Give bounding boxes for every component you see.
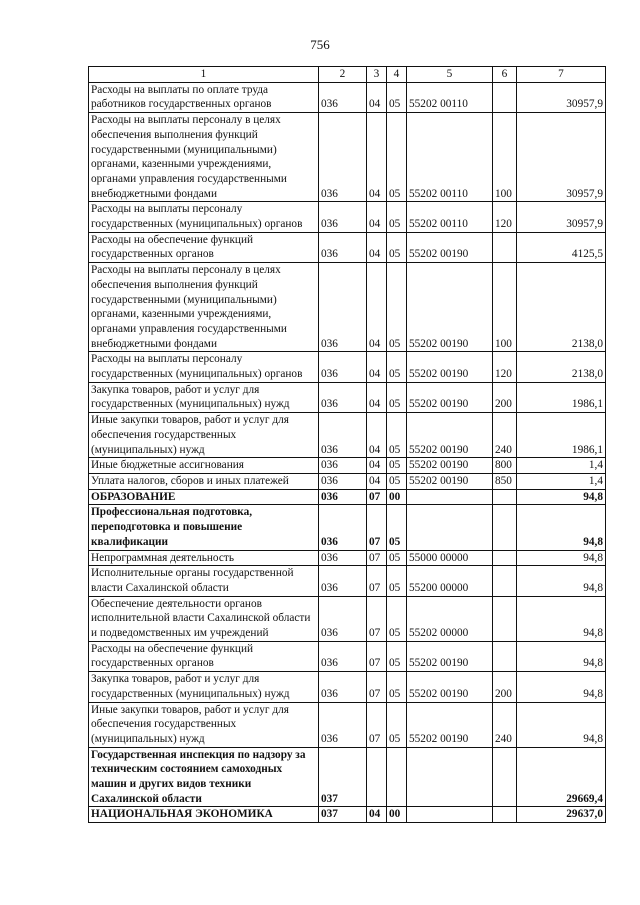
subsection-code: 05 <box>387 672 407 702</box>
amount: 29669,4 <box>517 747 606 807</box>
section-code <box>367 747 387 807</box>
expense-type-code <box>493 232 517 262</box>
table-row <box>89 505 606 550</box>
item-name: Расходы на обеспечение функций государственных органов <box>89 232 319 262</box>
item-name: Расходы на выплаты персоналу государственных (муниципальных) органов <box>89 352 319 382</box>
amount: 94,8 <box>517 489 606 505</box>
table-row <box>89 263 606 352</box>
target-article-code: 55202 00190 <box>407 413 493 458</box>
table-row <box>89 382 606 412</box>
table-row <box>89 566 606 596</box>
amount: 94,8 <box>517 641 606 671</box>
expense-type-code <box>493 489 517 505</box>
page-number: 756 <box>310 37 330 52</box>
department-code: 037 <box>319 747 367 807</box>
expense-type-code: 120 <box>493 202 517 232</box>
item-name: Государственная инспекция по надзору за техническим состоянием самоходных машин и других видов техники Сахалинской области <box>89 747 319 807</box>
department-code: 036 <box>319 458 367 474</box>
expense-type-code: 200 <box>493 672 517 702</box>
subsection-code: 05 <box>387 505 407 550</box>
table-row <box>89 747 606 807</box>
item-name: Иные закупки товаров, работ и услуг для обеспечения государственных (муниципальных) нужд <box>89 413 319 458</box>
amount: 30957,9 <box>517 202 606 232</box>
expense-type-code: 120 <box>493 352 517 382</box>
column-header: 5 <box>407 67 493 83</box>
section-code: 04 <box>367 82 387 112</box>
expense-type-code: 800 <box>493 458 517 474</box>
table-row <box>89 202 606 232</box>
target-article-code: 55202 00190 <box>407 473 493 489</box>
department-code: 036 <box>319 489 367 505</box>
expense-type-code <box>493 82 517 112</box>
expense-type-code: 850 <box>493 473 517 489</box>
subsection-code: 05 <box>387 82 407 112</box>
table-row <box>89 641 606 671</box>
subsection-code: 05 <box>387 413 407 458</box>
department-code: 036 <box>319 702 367 747</box>
expense-type-code: 100 <box>493 263 517 352</box>
table-row <box>89 352 606 382</box>
amount: 2138,0 <box>517 352 606 382</box>
department-code: 036 <box>319 413 367 458</box>
section-code: 07 <box>367 505 387 550</box>
department-code: 036 <box>319 263 367 352</box>
subsection-code: 05 <box>387 202 407 232</box>
amount: 94,8 <box>517 702 606 747</box>
column-header: 4 <box>387 67 407 83</box>
amount: 1986,1 <box>517 382 606 412</box>
amount: 94,8 <box>517 550 606 566</box>
subsection-code: 05 <box>387 113 407 202</box>
item-name: ОБРАЗОВАНИЕ <box>89 489 319 505</box>
department-code: 036 <box>319 232 367 262</box>
target-article-code <box>407 747 493 807</box>
item-name: Непрограммная деятельность <box>89 550 319 566</box>
subsection-code: 05 <box>387 458 407 474</box>
column-header: 2 <box>319 67 367 83</box>
section-code: 07 <box>367 596 387 641</box>
target-article-code: 55202 00190 <box>407 232 493 262</box>
item-name: Расходы на обеспечение функций государственных органов <box>89 641 319 671</box>
amount: 94,8 <box>517 566 606 596</box>
table-row <box>89 413 606 458</box>
item-name: Профессиональная подготовка, переподготовка и повышение квалификации <box>89 505 319 550</box>
department-code: 036 <box>319 505 367 550</box>
target-article-code <box>407 505 493 550</box>
expense-type-code <box>493 747 517 807</box>
section-code: 07 <box>367 489 387 505</box>
item-name: Иные закупки товаров, работ и услуг для обеспечения государственных (муниципальных) нужд <box>89 702 319 747</box>
expense-type-code: 200 <box>493 382 517 412</box>
target-article-code <box>407 489 493 505</box>
section-code: 04 <box>367 352 387 382</box>
section-code: 04 <box>367 413 387 458</box>
subsection-code: 00 <box>387 807 407 823</box>
section-code: 04 <box>367 232 387 262</box>
column-number-header-row <box>89 67 606 83</box>
expense-type-code: 100 <box>493 113 517 202</box>
target-article-code: 55202 00000 <box>407 596 493 641</box>
table-row <box>89 489 606 505</box>
target-article-code: 55202 00190 <box>407 382 493 412</box>
target-article-code: 55202 00190 <box>407 458 493 474</box>
department-code: 036 <box>319 566 367 596</box>
column-header: 3 <box>367 67 387 83</box>
table-row <box>89 232 606 262</box>
item-name: Расходы на выплаты персоналу в целях обеспечения выполнения функций государственными (муниципальными) органами, казенными учреждениями, органами управления государственными внебюджетными фондами <box>89 263 319 352</box>
subsection-code: 00 <box>387 489 407 505</box>
department-code: 036 <box>319 382 367 412</box>
department-code: 036 <box>319 352 367 382</box>
amount: 94,8 <box>517 672 606 702</box>
target-article-code: 55202 00190 <box>407 641 493 671</box>
target-article-code: 55202 00190 <box>407 352 493 382</box>
target-article-code: 55202 00110 <box>407 113 493 202</box>
column-header: 1 <box>89 67 319 83</box>
table-row <box>89 473 606 489</box>
target-article-code: 55200 00000 <box>407 566 493 596</box>
item-name: Расходы на выплаты персоналу государственных (муниципальных) органов <box>89 202 319 232</box>
table-row <box>89 550 606 566</box>
section-code: 07 <box>367 550 387 566</box>
amount: 94,8 <box>517 505 606 550</box>
expense-type-code: 240 <box>493 413 517 458</box>
section-code: 04 <box>367 382 387 412</box>
column-header: 6 <box>493 67 517 83</box>
expense-type-code <box>493 566 517 596</box>
target-article-code: 55202 00190 <box>407 263 493 352</box>
section-code: 04 <box>367 263 387 352</box>
department-code: 036 <box>319 473 367 489</box>
target-article-code: 55202 00190 <box>407 702 493 747</box>
subsection-code: 05 <box>387 352 407 382</box>
target-article-code: 55202 00110 <box>407 82 493 112</box>
subsection-code: 05 <box>387 473 407 489</box>
department-code: 036 <box>319 596 367 641</box>
department-code: 036 <box>319 672 367 702</box>
expense-type-code <box>493 596 517 641</box>
target-article-code: 55202 00190 <box>407 672 493 702</box>
item-name: Исполнительные органы государственной власти Сахалинской области <box>89 566 319 596</box>
expense-type-code <box>493 550 517 566</box>
item-name: Расходы на выплаты персоналу в целях обеспечения выполнения функций государственными (муниципальными) органами, казенными учреждениями, органами управления государственными внебюджетными фондами <box>89 113 319 202</box>
table-row <box>89 82 606 112</box>
target-article-code <box>407 807 493 823</box>
subsection-code: 05 <box>387 702 407 747</box>
department-code: 036 <box>319 82 367 112</box>
section-code: 04 <box>367 807 387 823</box>
table-row <box>89 113 606 202</box>
section-code: 07 <box>367 566 387 596</box>
section-code: 07 <box>367 672 387 702</box>
subsection-code: 05 <box>387 596 407 641</box>
amount: 1,4 <box>517 473 606 489</box>
amount: 4125,5 <box>517 232 606 262</box>
subsection-code: 05 <box>387 232 407 262</box>
table-row <box>89 672 606 702</box>
amount: 30957,9 <box>517 82 606 112</box>
table-row <box>89 458 606 474</box>
section-code: 04 <box>367 473 387 489</box>
amount: 29637,0 <box>517 807 606 823</box>
table-row <box>89 807 606 823</box>
section-code: 04 <box>367 458 387 474</box>
expense-type-code <box>493 641 517 671</box>
item-name: НАЦИОНАЛЬНАЯ ЭКОНОМИКА <box>89 807 319 823</box>
department-code: 036 <box>319 641 367 671</box>
subsection-code: 05 <box>387 550 407 566</box>
amount: 2138,0 <box>517 263 606 352</box>
amount: 94,8 <box>517 596 606 641</box>
subsection-code: 05 <box>387 566 407 596</box>
department-code: 037 <box>319 807 367 823</box>
budget-table <box>88 66 606 823</box>
expense-type-code: 240 <box>493 702 517 747</box>
section-code: 04 <box>367 202 387 232</box>
subsection-code <box>387 747 407 807</box>
item-name: Обеспечение деятельности органов исполнительной власти Сахалинской области и подведомственных им учреждений <box>89 596 319 641</box>
item-name: Закупка товаров, работ и услуг для государственных (муниципальных) нужд <box>89 672 319 702</box>
target-article-code: 55202 00110 <box>407 202 493 232</box>
department-code: 036 <box>319 550 367 566</box>
subsection-code: 05 <box>387 641 407 671</box>
subsection-code: 05 <box>387 263 407 352</box>
expense-type-code <box>493 505 517 550</box>
department-code: 036 <box>319 113 367 202</box>
item-name: Уплата налогов, сборов и иных платежей <box>89 473 319 489</box>
section-code: 07 <box>367 702 387 747</box>
column-header: 7 <box>517 67 606 83</box>
section-code: 07 <box>367 641 387 671</box>
item-name: Иные бюджетные ассигнования <box>89 458 319 474</box>
table-row <box>89 596 606 641</box>
amount: 1986,1 <box>517 413 606 458</box>
target-article-code: 55000 00000 <box>407 550 493 566</box>
amount: 1,4 <box>517 458 606 474</box>
section-code: 04 <box>367 113 387 202</box>
expense-type-code <box>493 807 517 823</box>
table-row <box>89 702 606 747</box>
amount: 30957,9 <box>517 113 606 202</box>
item-name: Расходы на выплаты по оплате труда работников государственных органов <box>89 82 319 112</box>
department-code: 036 <box>319 202 367 232</box>
subsection-code: 05 <box>387 382 407 412</box>
item-name: Закупка товаров, работ и услуг для государственных (муниципальных) нужд <box>89 382 319 412</box>
